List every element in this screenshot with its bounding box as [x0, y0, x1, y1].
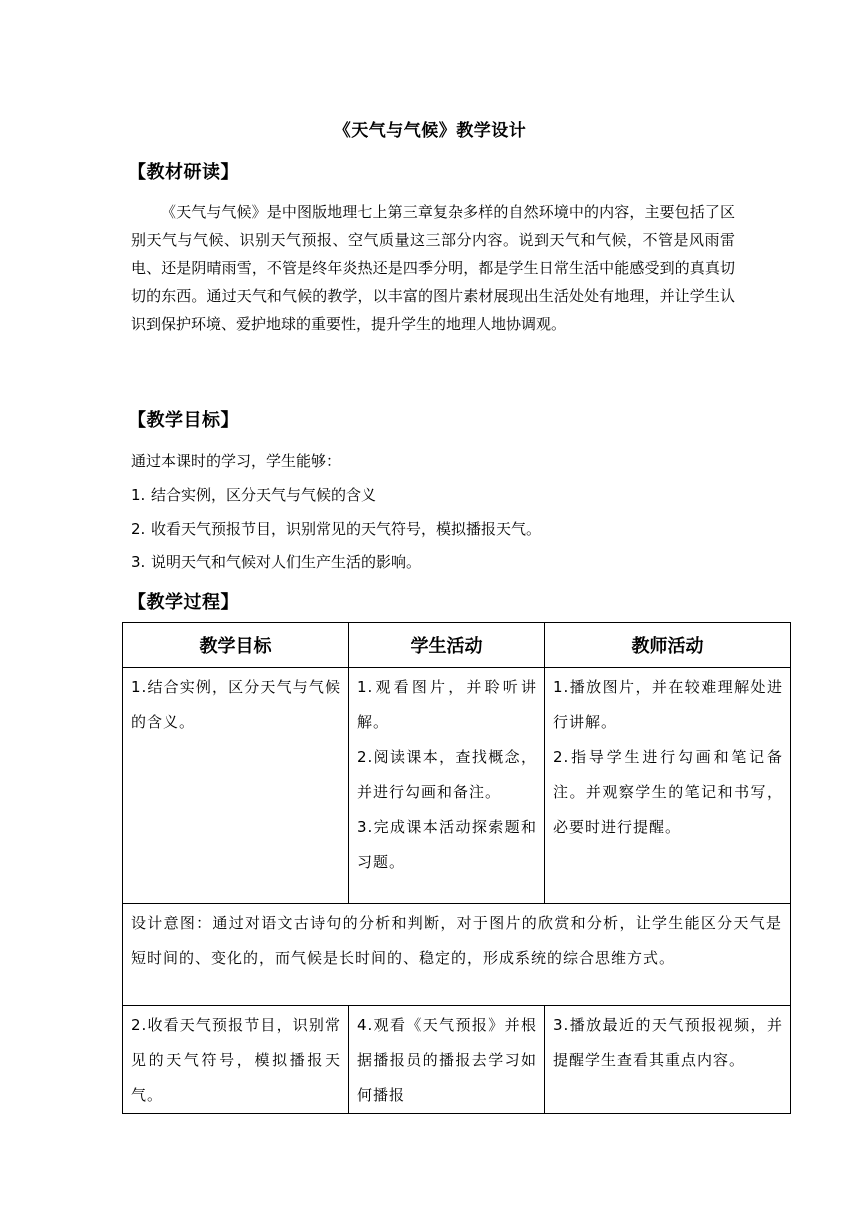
section-heading-material: 【教材研读】 — [128, 162, 239, 183]
goal-cell — [123, 1006, 349, 1114]
process-table — [122, 622, 791, 1114]
objective-item — [131, 518, 541, 539]
goal-text: 1.结合实例，区分天气与气候的含义。 — [131, 678, 341, 731]
student-activity: 1.观看图片，并聆听讲解。 — [357, 678, 537, 731]
document-title: 《天气与气候》教学设计 — [333, 121, 527, 141]
student-activity: 4.观看《天气预报》并根据播报员的播报去学习如何播报 — [357, 1016, 537, 1104]
column-header-goal: 教学目标 — [123, 623, 349, 668]
objective-text: 说明天气和气候对人们生产生活的影响。 — [151, 553, 422, 571]
objective-item — [131, 551, 421, 572]
section-heading-process: 【教学过程】 — [128, 592, 239, 613]
design-intent-cell — [123, 904, 791, 1006]
design-intent-row — [123, 904, 791, 1006]
objective-number: 2. — [131, 520, 146, 538]
objective-item — [131, 484, 376, 505]
table-row — [123, 1006, 791, 1114]
objective-text: 收看天气预报节目，识别常见的天气符号，模拟播报天气。 — [151, 520, 542, 538]
student-activity: 2.阅读课本，查找概念，并进行勾画和备注。 — [357, 748, 537, 801]
table-row — [123, 668, 791, 904]
column-header-student: 学生活动 — [349, 623, 545, 668]
teacher-activity: 3.播放最近的天气预报视频，并提醒学生查看其重点内容。 — [553, 1016, 783, 1069]
goal-cell — [123, 668, 349, 904]
table-header-row — [123, 623, 791, 668]
column-header-teacher: 教师活动 — [545, 623, 791, 668]
student-activity: 3.完成课本活动探索题和习题。 — [357, 818, 537, 871]
section-heading-objectives: 【教学目标】 — [128, 410, 239, 431]
objective-text: 结合实例，区分天气与气候的含义 — [151, 486, 377, 504]
objective-number: 3. — [131, 553, 146, 571]
goal-text: 2.收看天气预报节目，识别常见的天气符号，模拟播报天气。 — [131, 1016, 341, 1104]
teacher-cell — [545, 668, 791, 904]
teacher-activity: 2.指导学生进行勾画和笔记备注。并观察学生的笔记和书写，必要时进行提醒。 — [553, 748, 783, 836]
design-intent-text: 设计意图：通过对语文古诗句的分析和判断，对于图片的欣赏和分析，让学生能区分天气是短时间的、变化的，而气候是长时间的、稳定的，形成系统的综合思维方式。 — [131, 914, 782, 967]
teacher-cell — [545, 1006, 791, 1114]
objective-number: 1. — [131, 486, 146, 504]
material-paragraph: 《天气与气候》是中图版地理七上第三章复杂多样的自然环境中的内容，主要包括了区别天气与气候、识别天气预报、空气质量这三部分内容。说到天气和气候，不管是风雨雷电、还是阴晴雨雪，不管是终年炎热还是四季分明，都是学生日常生活中能感受到的真真切切的东西。通过天气和气候的教学，以丰富的图片素材展现出生活处处有地理，并让学生认识到保护环境、爱护地球的重要性，提升学生的地理人地协调观。 — [131, 203, 735, 333]
teacher-activity: 1.播放图片，并在较难理解处进行讲解。 — [553, 678, 783, 731]
objectives-intro: 通过本课时的学习，学生能够： — [131, 452, 342, 470]
student-cell — [349, 668, 545, 904]
student-cell — [349, 1006, 545, 1114]
